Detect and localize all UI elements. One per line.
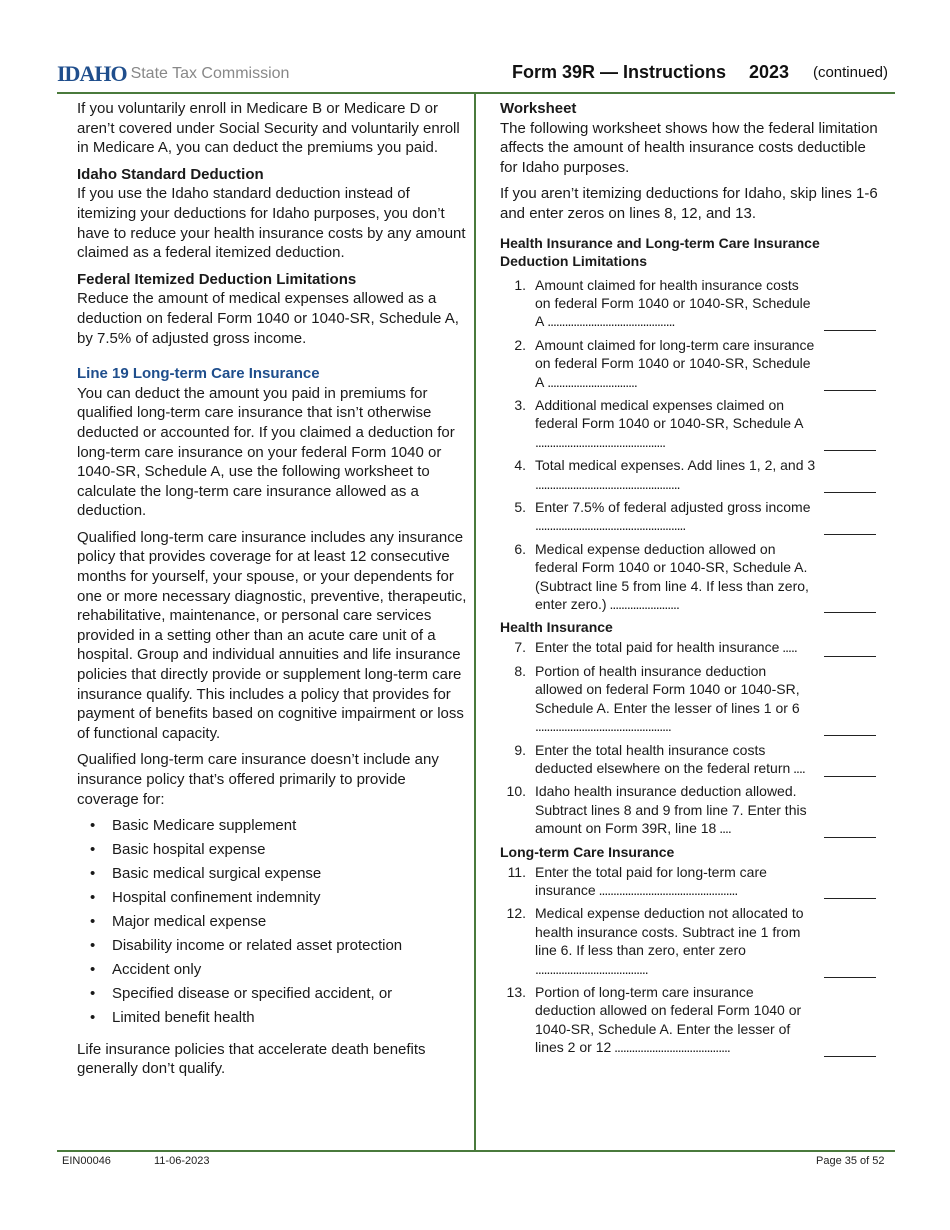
list-item: • Basic Medicare supplement <box>77 816 471 836</box>
entry-blank[interactable] <box>824 898 876 899</box>
footer-rule <box>57 1150 895 1152</box>
line-number: 3. <box>514 397 526 413</box>
entry-blank[interactable] <box>824 656 876 657</box>
column-divider <box>474 93 476 1151</box>
line-number: 9. <box>514 741 526 758</box>
form-title: Form 39R — Instructions <box>511 62 726 82</box>
exclusions-list <box>77 816 471 1027</box>
leader-dots: .................................................... <box>535 517 686 534</box>
header-rule <box>57 92 895 94</box>
revision-date: 11-06-2023 <box>154 1155 210 1167</box>
worksheet-line-4 <box>500 456 880 493</box>
line-number: 2. <box>514 336 526 353</box>
entry-blank[interactable] <box>824 534 876 535</box>
leader-dots: ....................................... <box>535 960 648 977</box>
line-text: Portion of long-term care insurance deduction allowed on federal Form 1040 or 1040-SR, Schedule A. Enter the lesser of lines 2 or 12 <box>535 983 802 1056</box>
worksheet-line-13 <box>500 983 880 1057</box>
leader-dots: .................................................. <box>535 475 680 492</box>
leader-dots: ............................... <box>544 373 637 390</box>
continued-label: (continued) <box>812 64 888 81</box>
worksheet-line-3 <box>500 396 880 451</box>
worksheet-line-11 <box>500 863 880 900</box>
medicare-paragraph: If you voluntarily enroll in Medicare B or Medicare D or aren’t covered under Social Security and voluntarily enroll in Medicare A, you can deduct the premiums you paid. <box>77 100 460 157</box>
not-include-paragraph: Qualified long-term care insurance doesn’t include any insurance policy that’s offered primarily to provide coverage for: <box>77 751 439 808</box>
worksheet-line-8 <box>500 662 880 736</box>
list-item: • Disability income or related asset protection <box>77 936 471 956</box>
line-text: Enter the total paid for long-term care insurance <box>535 863 767 898</box>
list-item: • Basic medical surgical expense <box>77 864 471 884</box>
line19-paragraph: You can deduct the amount you paid in premiums for qualified long-term care insurance that isn’t otherwise deducted or accounted for. If you claimed a deduction for long-term care insurance on your federal Form 1040 or 1040-SR, Schedule A, use the following worksheet to calculate the long-term care insurance allowed as a deduction. <box>77 384 455 520</box>
qualified-paragraph: Qualified long-term care insurance includes any insurance policy that provides coverage for at least 12 consecutive months for yourself, your spouse, or your dependents for one or more necessary diagnostic, preventive, therapeutic, rehabilitative, maintenance, or personal care services provided in a setting other than an acute care unit of a hospital. Group and individual annuities and life insurance policies that directly provide or supplement long-term care insurance qualify. This includes a policy that provides for payment of benefits based on cognitive impairment or loss of functional capacity. <box>77 528 467 742</box>
entry-blank[interactable] <box>824 735 876 736</box>
logo-wordmark: IDAHO <box>57 61 127 86</box>
leader-dots: ........................................ <box>611 1039 730 1056</box>
worksheet-line-2 <box>500 336 880 391</box>
line-number: 10. <box>506 783 526 800</box>
line-text: Enter the total paid for health insurance <box>535 639 780 656</box>
form-id: EIN00046 <box>62 1155 111 1167</box>
worksheet-line-5 <box>500 498 880 535</box>
worksheet-line-12 <box>500 904 880 978</box>
entry-blank[interactable] <box>824 450 876 451</box>
line-number: 1. <box>514 276 526 293</box>
entry-blank[interactable] <box>824 776 876 777</box>
left-column <box>77 99 471 1086</box>
entry-blank[interactable] <box>824 390 876 391</box>
federal-limitations-paragraph: Reduce the amount of medical expenses allowed as a deduction on federal Form 1040 or 1040-SR, Schedule A, by 7.5% of adjusted gross income. <box>77 290 459 347</box>
leader-dots: ............................................. <box>535 433 666 450</box>
standard-deduction-paragraph: If you use the Idaho standard deduction instead of itemizing your deductions for Idaho purposes, you don’t have to reduce your health insurance costs by any amount claimed as a federal itemized deduction. <box>77 185 466 262</box>
line-text: Additional medical expenses claimed on federal Form 1040 or 1040-SR, Schedule A <box>535 397 804 432</box>
entry-blank[interactable] <box>824 1056 876 1057</box>
list-item: • Accident only <box>77 960 471 980</box>
federal-limitations-heading: Federal Itemized Deduction Limitations <box>77 270 357 288</box>
line-text: Total medical expenses. Add lines 1, 2, and 3 <box>535 457 816 474</box>
entry-blank[interactable] <box>824 492 876 493</box>
line-text: Amount claimed for health insurance costs on federal Form 1040 or 1040-SR, Schedule A <box>535 276 811 330</box>
line-number: 12. <box>506 905 526 922</box>
worksheet-intro: The following worksheet shows how the federal limitation affects the amount of health insurance costs deductible for Idaho purposes. <box>500 119 878 176</box>
worksheet-skip-note: If you aren’t itemizing deductions for Idaho, skip lines 1-6 and enter zeros on lines 8, 12, and 13. <box>500 185 878 222</box>
line-text: Enter 7.5% of federal adjusted gross income <box>535 499 811 516</box>
entry-blank[interactable] <box>824 330 876 331</box>
page-header <box>57 58 895 92</box>
line-number: 8. <box>514 662 526 679</box>
list-item: • Hospital confinement indemnity <box>77 888 471 908</box>
right-column <box>500 99 880 1062</box>
line-number: 6. <box>514 540 526 557</box>
long-term-care-heading: Long-term Care Insurance <box>500 843 675 860</box>
line19-heading: Line 19 Long-term Care Insurance <box>77 365 320 383</box>
line-text: Idaho health insurance deduction allowed. Subtract lines 8 and 9 from line 7. Enter this amount on Form 39R, line 18 <box>535 783 807 837</box>
line-number: 11. <box>507 863 526 880</box>
entry-blank[interactable] <box>824 612 876 613</box>
idaho-logo <box>57 62 289 86</box>
line-number: 7. <box>514 639 526 656</box>
line-text: Enter the total health insurance costs deducted elsewhere on the federal return <box>535 741 791 776</box>
line-text: Medical expense deduction not allocated to health insurance costs. Subtract ine 1 from line 6. If less than zero, enter zero <box>535 905 804 959</box>
entry-blank[interactable] <box>824 977 876 978</box>
list-item: • Limited benefit health <box>77 1008 471 1028</box>
worksheet-heading: Worksheet <box>500 100 577 117</box>
line-text: Amount claimed for long-term care insurance on federal Form 1040 or 1040-SR, Schedule A <box>535 336 815 390</box>
health-insurance-heading: Health Insurance <box>500 619 613 636</box>
leader-dots: .... <box>790 759 805 776</box>
line-number: 13. <box>506 983 526 1000</box>
leader-dots: ..... <box>779 639 797 656</box>
leader-dots: ............................................ <box>544 313 675 330</box>
leader-dots: ................................................ <box>595 881 738 898</box>
logo-subtitle: State Tax Commission <box>130 65 290 82</box>
entry-blank[interactable] <box>824 837 876 838</box>
list-item: • Major medical expense <box>77 912 471 932</box>
line-text: Portion of health insurance deduction allowed on federal Form 1040 or 1040-SR, Schedule A. Enter the lesser of lines 1 or 6 <box>535 662 800 716</box>
line-text: Medical expense deduction allowed on federal Form 1040 or 1040-SR, Schedule A. (Subtract line 5 from line 4. If less than zero, enter zero.) <box>535 540 809 613</box>
line-number: 5. <box>514 499 526 516</box>
form-year: 2023 <box>748 62 789 82</box>
list-item: • Basic hospital expense <box>77 840 471 860</box>
worksheet-title: Health Insurance and Long-term Care Insurance Deduction Limitations <box>500 234 820 269</box>
life-insurance-paragraph: Life insurance policies that accelerate death benefits generally don’t qualify. <box>77 1040 426 1078</box>
worksheet-line-9 <box>500 741 880 778</box>
worksheet-line-10 <box>500 782 880 837</box>
leader-dots: ........................ <box>606 596 679 613</box>
standard-deduction-heading: Idaho Standard Deduction <box>77 165 264 183</box>
leader-dots: .... <box>716 820 731 837</box>
list-item: • Specified disease or specified accident, or <box>77 984 471 1004</box>
worksheet-line-7 <box>500 638 880 656</box>
line-number: 4. <box>514 457 526 474</box>
leader-dots: ............................................... <box>535 718 671 735</box>
worksheet-line-6 <box>500 540 880 614</box>
page-number: Page 35 of 52 <box>816 1155 885 1167</box>
worksheet-line-1 <box>500 276 880 331</box>
